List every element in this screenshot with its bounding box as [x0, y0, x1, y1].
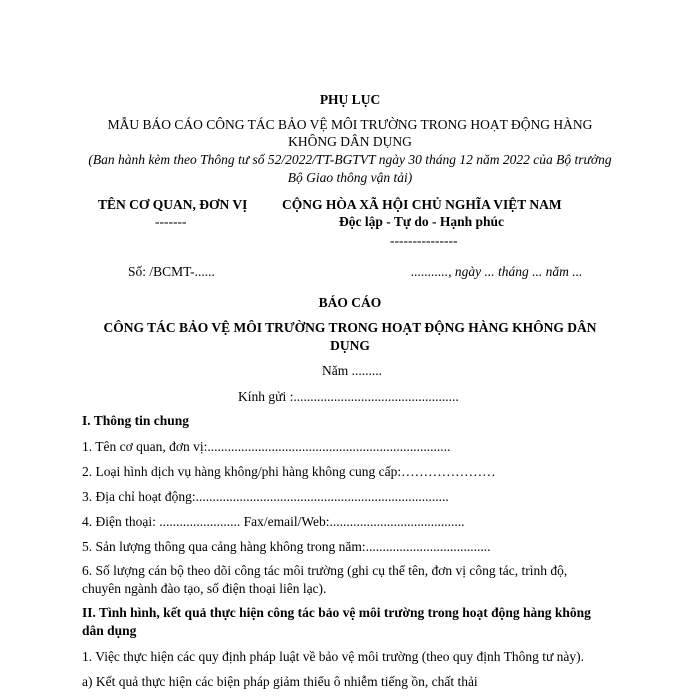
section-2-heading-line-1: II. Tình hình, kết quả thực hiện công tác bảo vệ môi trường trong hoạt động hàng không — [82, 605, 591, 620]
document-number: Số: /BCMT-...... — [128, 264, 215, 279]
document-date: ..........., ngày ... tháng ... năm ... — [411, 264, 583, 279]
appendix-title: PHỤ LỤC — [319, 92, 381, 107]
recipient-line: Kính gửi :................................................. — [238, 389, 459, 404]
form-title-line-1: MẪU BÁO CÁO CÔNG TÁC BẢO VỆ MÔI TRƯỜNG TRONG HOẠT ĐỘNG HÀNG — [107, 117, 593, 132]
form-title-line-2: KHÔNG DÂN DỤNG — [288, 134, 412, 149]
nation-motto: Độc lập - Tự do - Hạnh phúc — [339, 214, 505, 229]
report-year: Năm ......... — [322, 363, 382, 378]
nation-divider: --------------- — [390, 233, 458, 248]
issued-note-line-1: (Ban hành kèm theo Thông tư số 52/2022/TT-BGTVT ngày 30 tháng 12 năm 2022 của Bộ trưởng — [88, 152, 612, 167]
issued-note-line-2: Bộ Giao thông vận tải) — [287, 170, 413, 185]
section-1-item-6-line-1: 6. Số lượng cán bộ theo dõi công tác môi trường (ghi cụ thể tên, đơn vị công tác, trình độ, — [82, 563, 568, 578]
report-title: BÁO CÁO — [318, 295, 382, 310]
section-1-item-1: 1. Tên cơ quan, đơn vị:........................................................................ — [82, 439, 451, 454]
section-1-item-3: 3. Địa chỉ hoạt động:........................................................................... — [82, 489, 449, 504]
section-1-heading: I. Thông tin chung — [82, 413, 190, 428]
org-divider: ------- — [155, 214, 187, 229]
section-1-item-4: 4. Điện thoại: ........................ Fax/email/Web:........................................ — [82, 514, 465, 529]
section-2-heading-line-2: dân dụng — [82, 623, 137, 638]
section-1-item-5: 5. Sản lượng thông qua cảng hàng không trong năm:..................................... — [82, 539, 491, 554]
section-1-item-6-line-2: chuyên ngành đào tạo, số điện thoại liên lạc). — [82, 581, 327, 596]
report-subtitle-line-2: DỤNG — [330, 338, 370, 353]
section-2-item-a: a) Kết quả thực hiện các biện pháp giảm thiểu ô nhiễm tiếng ồn, chất thải — [82, 674, 478, 689]
section-1-item-2: 2. Loại hình dịch vụ hàng không/phi hàng không cung cấp:………………… — [82, 464, 496, 479]
nation-name: CỘNG HÒA XÃ HỘI CHỦ NGHĨA VIỆT NAM — [282, 197, 562, 212]
org-name: TÊN CƠ QUAN, ĐƠN VỊ — [98, 197, 248, 212]
report-subtitle-line-1: CÔNG TÁC BẢO VỆ MÔI TRƯỜNG TRONG HOẠT ĐỘNG HÀNG KHÔNG DÂN — [103, 320, 597, 335]
section-2-item-1: 1. Việc thực hiện các quy định pháp luật về bảo vệ môi trường (theo quy định Thông tư này). — [82, 649, 585, 664]
